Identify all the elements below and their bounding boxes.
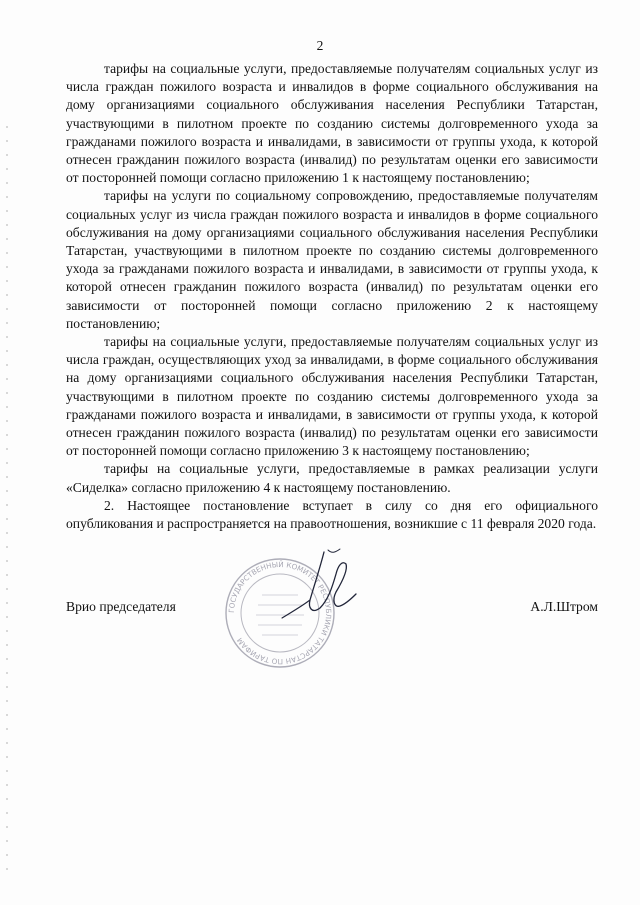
document-body	[66, 60, 598, 533]
seal-ring-text: ГОСУДАРСТВЕННЫЙ КОМИТЕТ РЕСПУБЛИКИ ТАТАРСТАН ПО ТАРИФАМ	[226, 559, 334, 667]
paragraph-tariffs-4: тарифы на социальные услуги, предоставляемые в рамках реализации услуги «Сиделка» согласно приложению 4 к настоящему постановлению.	[66, 461, 598, 495]
paragraph-tariffs-2: тарифы на услуги по социальному сопровождению, предоставляемые получателям социальных услуг из числа граждан пожилого возраста и инвалидов в форме социального обслуживания на дому организациями социального обслуживания населения Республики Татарстан, участвующими в пилотном проекте по созданию системы долговременного ухода за гражданами пожилого возраста и инвалидами, в зависимости от группы ухода, к которой отнесен гражданин пожилого возраста (инвалид) по результатам оценки его зависимости от посторонней помощи согласно приложению 2 к настоящему постановлению;	[66, 188, 598, 331]
signatory-name: А.Л.Штром	[530, 599, 598, 614]
paragraph-tariffs-3: тарифы на социальные услуги, предоставляемые получателям социальных услуг из числа граждан, осуществляющих уход за инвалидами, в форме социального обслуживания на дому организациями социального обслуживания населения Республики Татарстан, участвующими в пилотном проекте по созданию системы долговременного ухода за гражданами пожилого возраста и инвалидами, в зависимости от группы ухода, к которой отнесен гражданин пожилого возраста (инвалид) по результатам оценки его зависимости от посторонней помощи согласно приложению 3 к настоящему постановлению;	[66, 334, 598, 459]
page-number: 2	[316, 38, 324, 53]
handwritten-signature	[262, 548, 372, 628]
signatory-position: Врио председателя	[66, 599, 176, 614]
scan-edge-artifact	[6, 120, 8, 880]
paragraph-effective-date: 2. Настоящее постановление вступает в силу со дня его официального опубликования и распространяется на правоотношения, возникшие с 11 февраля 2020 года.	[66, 497, 598, 532]
paragraph-tariffs-1: тарифы на социальные услуги, предоставляемые получателям социальных услуг из числа граждан пожилого возраста и инвалидов в форме социального обслуживания на дому организациями социального обслуживания населения Республики Татарстан, участвующими в пилотном проекте по созданию системы долговременного ухода за гражданами пожилого возраста и инвалидами, в зависимости от группы ухода, к которой отнесен гражданин пожилого возраста (инвалид) по результатам оценки его зависимости от посторонней помощи согласно приложению 1 к настоящему постановлению;	[66, 61, 598, 186]
